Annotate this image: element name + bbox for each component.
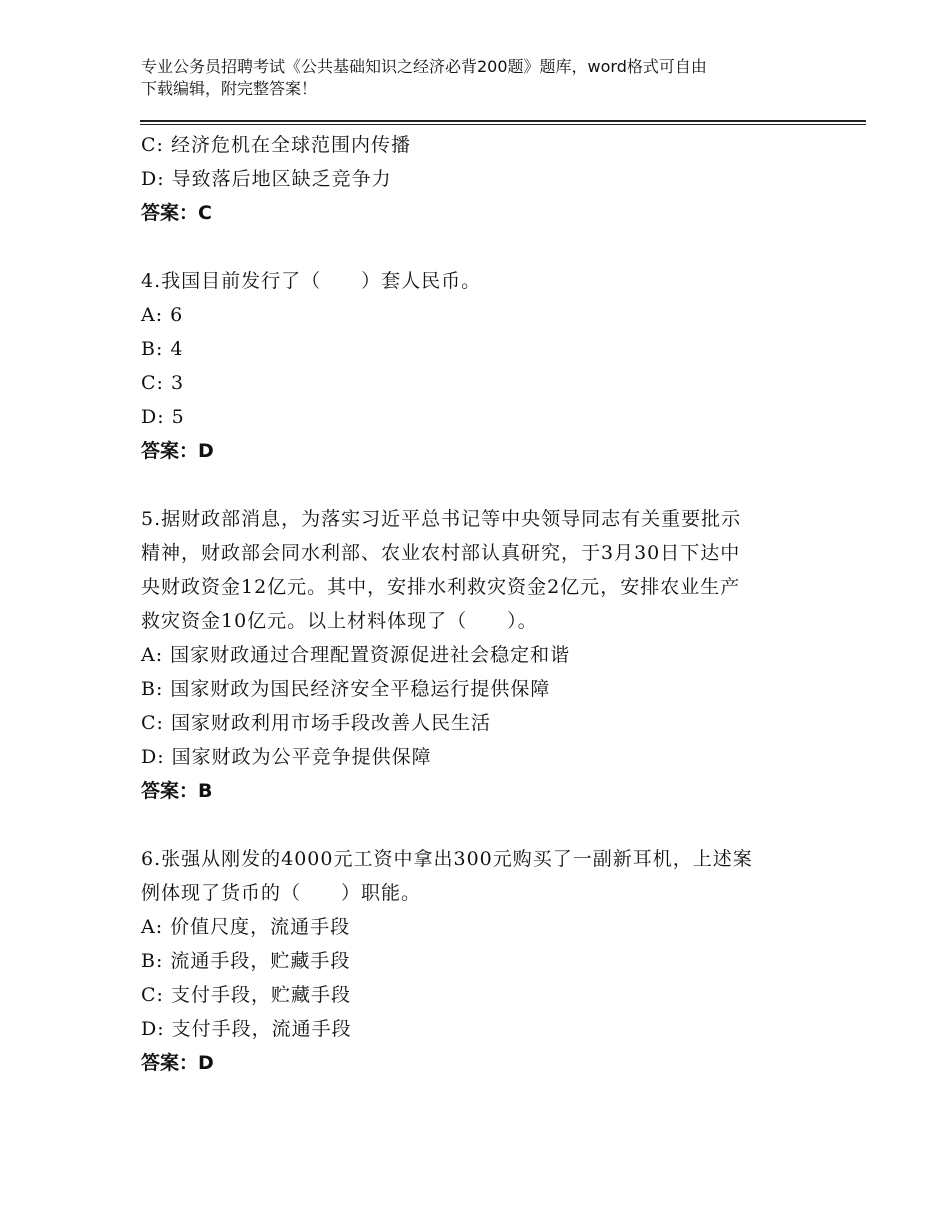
option-d: D: 国家财政为公平竞争提供保障 (141, 746, 432, 768)
option-b: B: 国家财政为国民经济安全平稳运行提供保障 (141, 678, 551, 700)
question-stem: 5.据财政部消息，为落实习近平总书记等中央领导同志有关重要批示 (141, 508, 742, 530)
option-a: A: 价值尺度，流通手段 (141, 916, 351, 938)
spacer (141, 808, 811, 842)
option-d: D: 支付手段，流通手段 (141, 1018, 352, 1040)
question-list (141, 128, 811, 1080)
option-d: D: 导致落后地区缺乏竞争力 (141, 168, 392, 190)
option-b: B: 4 (141, 338, 184, 360)
question-stem: 6.张强从刚发的4000元工资中拿出300元购买了一副新耳机，上述案 (141, 848, 753, 870)
option-a: A: 国家财政通过合理配置资源促进社会稳定和谐 (141, 644, 571, 666)
option-d: D: 5 (141, 406, 185, 428)
option-c: C: 经济危机在全球范围内传播 (141, 134, 411, 156)
answer: 答案：B (141, 780, 213, 802)
option-c: C: 国家财政利用市场手段改善人民生活 (141, 712, 491, 734)
option-c: C: 支付手段，贮藏手段 (141, 984, 351, 1006)
option-b: B: 流通手段，贮藏手段 (141, 950, 351, 972)
question-4 (141, 264, 811, 468)
spacer (141, 230, 811, 264)
option-a: A: 6 (141, 304, 184, 326)
option-c: C: 3 (141, 372, 185, 394)
answer: 答案：D (141, 440, 214, 462)
question-3-tail (141, 128, 811, 230)
header-rule-thick (140, 120, 866, 122)
spacer (141, 468, 811, 502)
question-6 (141, 842, 811, 1080)
answer: 答案：C (141, 202, 212, 224)
header-rule-thin (140, 124, 866, 125)
header-line-1: 专业公务员招聘考试《公共基础知识之经济必背200题》题库，word格式可自由 (141, 57, 707, 76)
header-line-2: 下载编辑，附完整答案！ (141, 79, 318, 98)
question-5 (141, 502, 811, 808)
question-stem: 央财政资金12亿元。其中，安排水利救灾资金2亿元，安排农业生产 (141, 576, 741, 598)
question-stem: 例体现了货币的（ ）职能。 (141, 882, 422, 904)
answer: 答案：D (141, 1052, 214, 1074)
question-stem: 救灾资金10亿元。以上材料体现了（ ）。 (141, 610, 538, 632)
document-header (141, 56, 821, 100)
question-stem: 4.我国目前发行了（ ）套人民币。 (141, 270, 482, 292)
question-stem: 精神，财政部会同水利部、农业农村部认真研究，于3月30日下达中 (141, 542, 741, 564)
